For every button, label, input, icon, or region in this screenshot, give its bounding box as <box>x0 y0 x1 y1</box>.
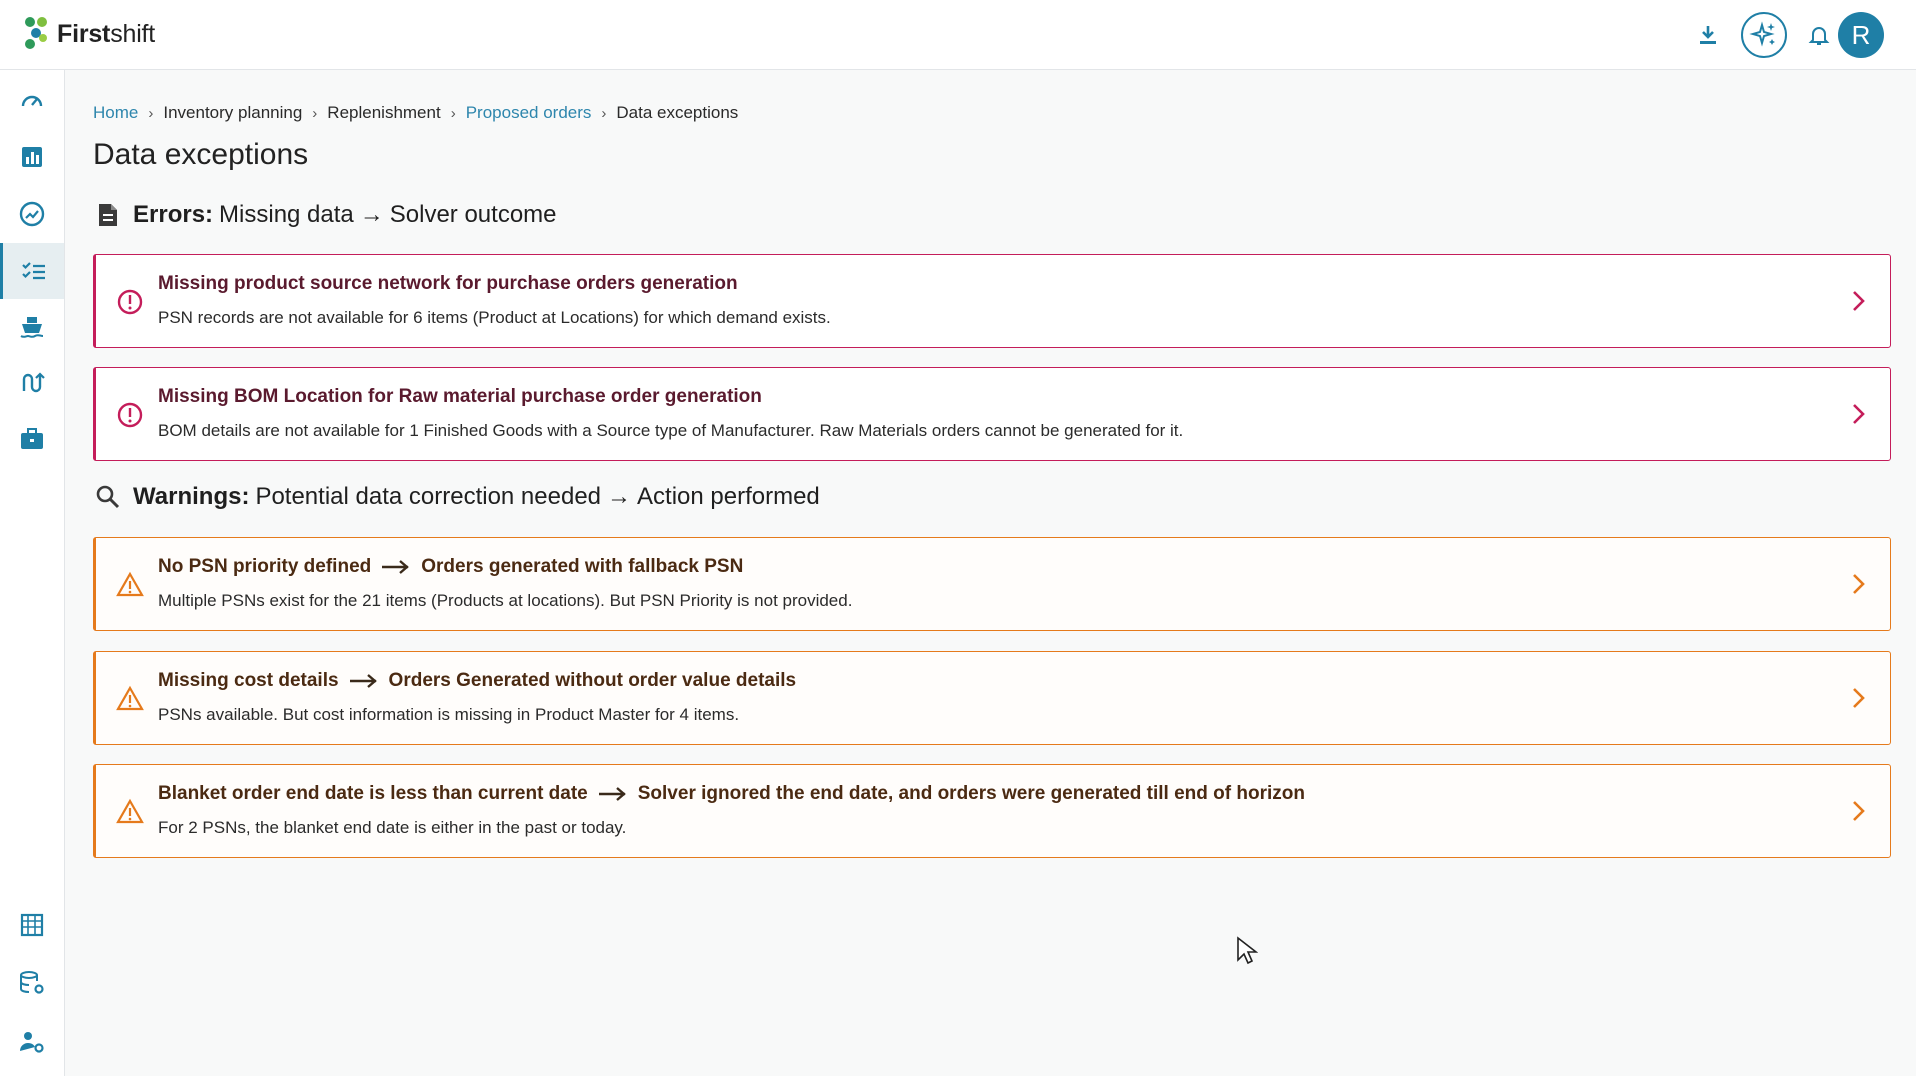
chevron-right-icon[interactable] <box>1844 684 1872 712</box>
warnings-label: Warnings: <box>133 483 250 510</box>
warning-title-right: Orders generated with fallback PSN <box>421 556 744 577</box>
route-icon <box>18 369 46 397</box>
notifications-button[interactable] <box>1804 20 1834 50</box>
breadcrumb-separator: › <box>450 104 456 122</box>
breadcrumb-home[interactable]: Home <box>93 103 139 122</box>
dashboard-gauge-icon <box>18 87 46 115</box>
sidebar-item-routes[interactable] <box>0 355 64 411</box>
warning-description: For 2 PSNs, the blanket end date is either in the past or today. <box>158 818 627 837</box>
warning-description: Multiple PSNs exist for the 21 items (Products at locations). But PSN Priority is not provided. <box>158 591 853 610</box>
errors-section-header <box>93 198 557 232</box>
errors-arrow: → <box>359 201 384 228</box>
long-arrow-right-icon <box>349 673 379 689</box>
breadcrumb-separator: › <box>148 104 154 122</box>
warning-triangle-icon <box>116 798 144 826</box>
warning-title-right: Solver ignored the end date, and orders were generated till end of horizon <box>637 783 1305 804</box>
user-avatar[interactable]: R <box>1838 12 1884 58</box>
download-icon <box>1696 23 1720 47</box>
warning-title-left: Missing cost details <box>158 670 339 691</box>
sidebar-item-portfolio[interactable] <box>0 411 64 467</box>
download-button[interactable] <box>1693 20 1723 50</box>
errors-left-text: Missing data <box>219 201 354 228</box>
errors-label: Errors: <box>133 201 214 228</box>
sidebar-item-dashboard[interactable] <box>0 73 64 129</box>
chevron-right-icon[interactable] <box>1844 570 1872 598</box>
bell-icon <box>1807 23 1831 47</box>
error-description: BOM details are not available for 1 Finished Goods with a Source type of Manufacturer. Raw Materials orders cannot be generated for it. <box>158 421 1184 440</box>
error-description: PSN records are not available for 6 items (Product at Locations) for which demand exists. <box>158 308 831 327</box>
long-arrow-right-icon <box>381 559 411 575</box>
warnings-left-text: Potential data correction needed <box>255 483 602 510</box>
error-card[interactable] <box>93 367 1891 461</box>
warning-description: PSNs available. But cost information is missing in Product Master for 4 items. <box>158 705 740 724</box>
sidebar-item-analytics[interactable] <box>0 186 64 242</box>
warning-title-left: No PSN priority defined <box>158 556 372 577</box>
sidebar-item-data-settings[interactable] <box>0 955 64 1011</box>
sidebar-item-user-settings[interactable] <box>0 1014 64 1070</box>
warning-title <box>158 556 743 578</box>
chevron-right-icon[interactable] <box>1844 797 1872 825</box>
error-title: Missing product source network for purchase orders generation <box>158 273 738 294</box>
breadcrumb-proposed-orders[interactable]: Proposed orders <box>465 103 592 122</box>
breadcrumb-inventory-planning: Inventory planning <box>163 103 303 122</box>
warning-card[interactable] <box>93 651 1891 745</box>
ai-sparkle-icon <box>1749 20 1779 50</box>
ship-icon <box>18 313 46 341</box>
user-settings-icon <box>18 1028 46 1056</box>
mouse-cursor-icon <box>1236 936 1258 966</box>
warning-title-left: Blanket order end date is less than current date <box>158 783 588 804</box>
error-circle-icon <box>116 401 144 429</box>
breadcrumb-separator: › <box>601 104 607 122</box>
warning-title <box>158 783 1305 805</box>
warning-triangle-icon <box>116 685 144 713</box>
warning-card[interactable] <box>93 764 1891 858</box>
breadcrumb-replenishment: Replenishment <box>327 103 441 122</box>
chevron-right-icon[interactable] <box>1844 400 1872 428</box>
bar-chart-icon <box>18 143 46 171</box>
error-card[interactable] <box>93 254 1891 348</box>
ai-assistant-button[interactable] <box>1741 12 1787 58</box>
breadcrumb <box>93 101 738 125</box>
warning-card[interactable] <box>93 537 1891 631</box>
breadcrumb-separator: › <box>312 104 318 122</box>
warnings-section-header <box>93 480 820 514</box>
top-bar <box>0 0 1916 70</box>
app-logo[interactable] <box>22 14 155 54</box>
breadcrumb-current: Data exceptions <box>616 103 739 122</box>
warnings-right-text: Action performed <box>637 483 820 510</box>
sidebar-item-organization[interactable] <box>0 897 64 953</box>
errors-right-text: Solver outcome <box>389 201 557 228</box>
checklist-icon <box>20 257 48 285</box>
database-settings-icon <box>18 969 46 997</box>
sidebar-item-planning[interactable] <box>0 243 64 299</box>
brand-name: Firstshift <box>57 19 156 48</box>
firstshift-logo-icon <box>22 14 52 54</box>
building-icon <box>18 911 46 939</box>
sidebar-item-shipping[interactable] <box>0 299 64 355</box>
sidebar-nav <box>0 70 65 1076</box>
document-icon <box>93 200 123 230</box>
warnings-arrow: → <box>607 483 632 510</box>
sidebar-item-reports[interactable] <box>0 129 64 185</box>
warning-triangle-icon <box>116 571 144 599</box>
warning-title-right: Orders Generated without order value details <box>388 670 797 691</box>
chevron-right-icon[interactable] <box>1844 287 1872 315</box>
long-arrow-right-icon <box>598 786 628 802</box>
error-title: Missing BOM Location for Raw material purchase order generation <box>158 386 762 407</box>
trend-icon <box>18 200 46 228</box>
error-circle-icon <box>116 288 144 316</box>
page-title: Data exceptions <box>93 138 309 171</box>
warning-title <box>158 670 796 692</box>
search-icon <box>93 482 123 512</box>
briefcase-icon <box>18 425 46 453</box>
